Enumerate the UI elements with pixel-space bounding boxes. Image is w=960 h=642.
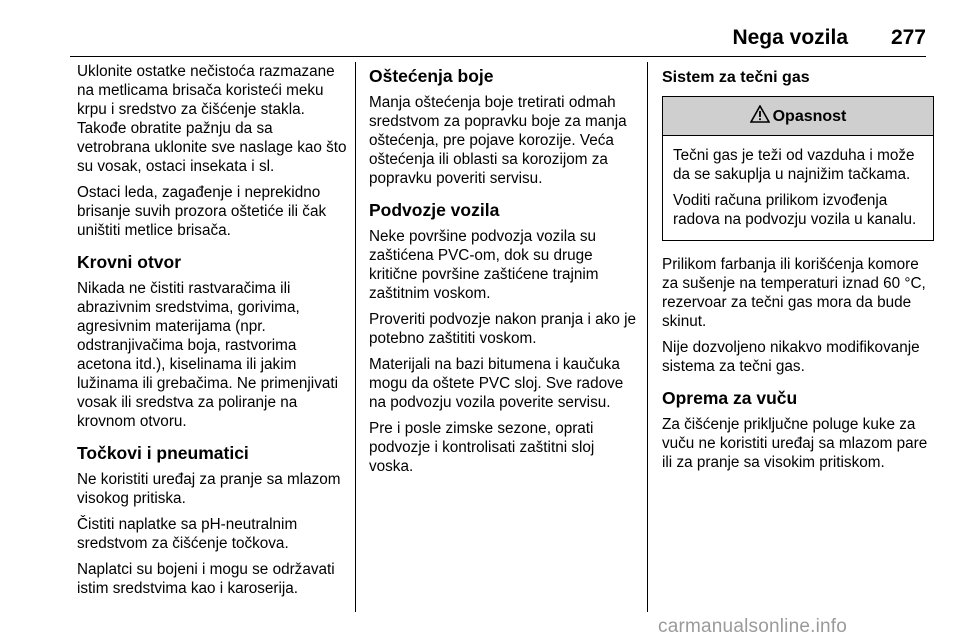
warning-triangle-icon [750, 105, 773, 128]
column-divider [355, 62, 356, 612]
paint-damage-paragraph: Manja oštećenja boje tretirati odmah sredstvom za popravku boje za manja oštećenja, pre pojave korozije. Veća oštećenja ili oblasti sa korozijom za popravku poveriti servisu. [369, 94, 627, 187]
column-1 [77, 62, 349, 605]
danger-warning-box [662, 96, 934, 241]
column-divider [647, 62, 648, 612]
wheels-paragraph-2: Čistiti naplatke sa pH-neutralnim sredstvom za čišćenje točkova. [77, 516, 298, 552]
warning-body [663, 136, 933, 240]
underbody-paragraph-2: Proveriti podvozje nakon pranja i ako je potebno zaštititi voskom. [369, 311, 637, 347]
warning-header [663, 97, 933, 136]
wheels-paragraph-1: Ne koristiti uređaj za pranje sa mlazom visokog pritiska. [77, 471, 341, 507]
underbody-paragraph-3: Materijali na bazi bitumena i kaučuka mogu da oštete PVC sloj. Sve radove na podvozju vozila poverite servisu. [369, 356, 624, 411]
page-header [70, 26, 926, 50]
sunroof-heading: Krovni otvor [77, 252, 182, 272]
lpg-paragraph-1: Prilikom farbanja ili korišćenja komore za sušenje na temperaturi iznad 60 °C, rezervoar za tečni gas mora da bude skinut. [662, 256, 926, 330]
column-2 [369, 62, 641, 483]
wiper-damage-paragraph: Ostaci leda, zagađenje i neprekidno brisanje suvih prozora oštetiće ili čak uništiti metlice brisača. [77, 184, 327, 239]
lpg-paragraph-2: Nije dozvoljeno nikakvo modifikovanje sistema za tečni gas. [662, 339, 920, 375]
underbody-paragraph-1: Neke površine podvozja vozila su zaštićena PVC-om, dok su druge kritične površine zaštićene trajnim zaštitnim voskom. [369, 228, 599, 302]
column-3 [662, 62, 934, 479]
warning-title: Opasnost [772, 107, 847, 125]
underbody-heading: Podvozje vozila [369, 200, 500, 220]
section-title: Nega vozila [732, 26, 848, 49]
paint-damage-heading: Oštećenja boje [369, 66, 494, 86]
header-rule [70, 56, 926, 57]
wheels-paragraph-3: Naplatci su bojeni i mogu se održavati istim sredstvima kao i karoserija. [77, 561, 335, 597]
towing-paragraph: Za čišćenje priključne poluge kuke za vuču ne koristiti uređaj sa mlazom pare ili za pranje sa visokim pritiskom. [662, 416, 928, 471]
sunroof-paragraph: Nikada ne čistiti rastvaračima ili abrazivnim sredstvima, gorivima, agresivnim materijama (npr. odstranjivačima boja, rastvorima acetona itd.), kiselinama ili jakim lužinama ili grebačima. Ne primenjivati vosak ili sredstva za poliranje na krovnom otvoru. [77, 280, 338, 430]
watermark: carmanualsonline.info [658, 616, 848, 637]
wheels-heading: Točkovi i pneumatici [77, 443, 249, 463]
warning-paragraph-2: Voditi računa prilikom izvođenja radova na podvozju vozila u kanalu. [673, 192, 917, 228]
lpg-system-heading: Sistem za tečni gas [662, 69, 810, 86]
towing-heading: Oprema za vuču [662, 388, 798, 408]
underbody-paragraph-4: Pre i posle zimske sezone, oprati podvozje i kontrolisati zaštitni sloj voska. [369, 420, 595, 475]
page-number: 277 [890, 26, 926, 49]
wiper-cleaning-paragraph: Uklonite ostatke nečistoća razmazane na metlicama brisača koristeći meku krpu i sredstvo za čišćenje stakla. Takođe obratite pažnju da sa vetrobrana uklonite sve naslage kao što su vosak, ostaci insekata i sl. [77, 63, 347, 175]
warning-paragraph-1: Tečni gas je teži od vazduha i može da se sakuplja u najnižim tačkama. [673, 147, 915, 183]
